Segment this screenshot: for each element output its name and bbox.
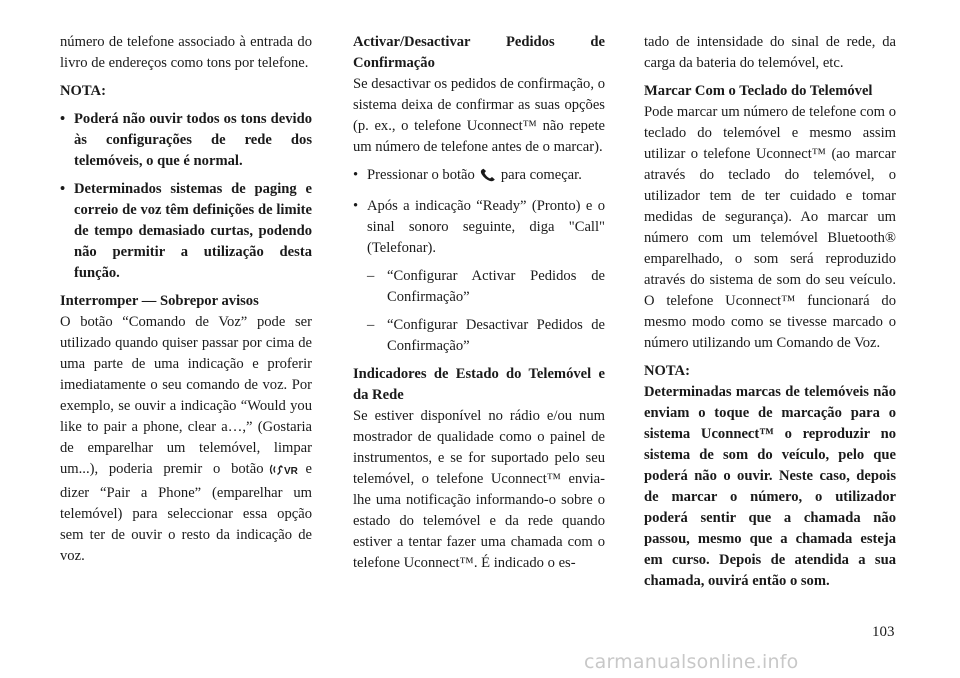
- section-heading: Interromper — Sobrepor avisos: [60, 293, 259, 309]
- column-3: [644, 32, 896, 592]
- watermark: carmanualsonline.info: [584, 651, 799, 673]
- step-item: [353, 165, 605, 189]
- command-item: – “Configurar Desactivar Pedidos de Confirmação”: [367, 315, 605, 357]
- intro-text: número de telefone associado à entrada do livro de endereços como tons por telefone.: [60, 34, 312, 71]
- section-heading: Marcar Com o Teclado do Telemóvel: [644, 83, 873, 99]
- command-item: – “Configurar Activar Pedidos de Confirmação”: [367, 266, 605, 308]
- phone-icon: [479, 168, 497, 189]
- note-paragraph: Determinadas marcas de telemóveis não enviam o toque de marcação para o sistema Uconnect™ o reproduzir no sistema de som do veículo, pelo que poderá não o ouvir. Neste caso, depois de marcar o número, o utilizador poderá sentir que a chamada não passou, mesmo que a chamada esteja em curso. Depois de atendida a sua chamada, ouvirá então o som.: [644, 384, 896, 589]
- column-1: [60, 32, 312, 567]
- note-item: • Poderá não ouvir todos os tons devido às configurações de rede dos telemóveis, o que é normal.: [60, 109, 312, 172]
- svg-text:VR: VR: [283, 466, 298, 476]
- nota-label: NOTA:: [60, 83, 106, 99]
- body-paragraph: Se desactivar os pedidos de confirmação, o sistema deixa de confirmar as suas opções (p. ex., o telefone Uconnect™ não repete um número de telefone antes de o marcar).: [353, 76, 605, 155]
- note-item: • Determinados sistemas de paging e correio de voz têm definições de limite de tempo demasiado curtas, podendo não permitir a utilização desta função.: [60, 179, 312, 284]
- section-heading: Indicadores de Estado do Telemóvel e da Rede: [353, 366, 605, 403]
- commands-list: [367, 266, 605, 357]
- paragraph-text: e dizer “Pair a Phone” (emparelhar um telemóvel) para seleccionar essa opção sem ter de ouvir o resto da indicação de voz.: [60, 461, 312, 564]
- step-item: • Após a indicação “Ready” (Pronto) e o sinal sonoro seguinte, diga "Call" (Telefonar).: [353, 196, 605, 259]
- page-number: 103: [872, 624, 895, 640]
- paragraph-text: O botão “Comando de Voz” pode ser utilizado quando quiser passar por cima de uma parte de uma indicação e proferir imediatamente o seu comando de voz. Por exemplo, se ouvir a indicação “Would you like to pair a phone, clear a…,” (Gostaria de emparelhar um telemóvel, limpar um...), poderia premir o botão: [60, 314, 312, 477]
- body-paragraph: tado de intensidade do sinal de rede, da carga da bateria do telemóvel, etc.: [644, 34, 896, 71]
- section-heading: Activar/Desactivar Pedidos de Confirmação: [353, 34, 605, 71]
- notes-list: [60, 109, 312, 284]
- body-paragraph: [60, 312, 312, 567]
- steps-list: [353, 165, 605, 259]
- body-paragraph: Se estiver disponível no rádio e/ou num mostrador de qualidade como o painel de instrumentos, e se for suportado pelo seu telemóvel, o telefone Uconnect™ envia-lhe uma notificação informando-o sobre o estado do telemóvel e da rede quando estiver a tentar fazer uma chamada com o telefone Uconnect™. É indicado o es-: [353, 408, 605, 571]
- voice-command-icon: [268, 462, 302, 483]
- step-text: Pressionar o botão: [367, 167, 475, 183]
- column-2: [353, 32, 605, 574]
- nota-label: NOTA:: [644, 363, 690, 379]
- body-paragraph: Pode marcar um número de telefone com o teclado do telemóvel e mesmo assim utilizar o telefone Uconnect™ (ao marcar através do teclado do telemóvel, o utilizador tem de ter cuidado e tomar medidas de segurança). Ao marcar um número com um telemóvel Bluetooth® emparelhado, o som será reproduzido através do sistema de som do seu veículo. O telefone Uconnect™ funcionará do mesmo modo como se tivesse marcado o número utilizando um Comando de Voz.: [644, 104, 896, 351]
- step-text: para começar.: [500, 167, 582, 183]
